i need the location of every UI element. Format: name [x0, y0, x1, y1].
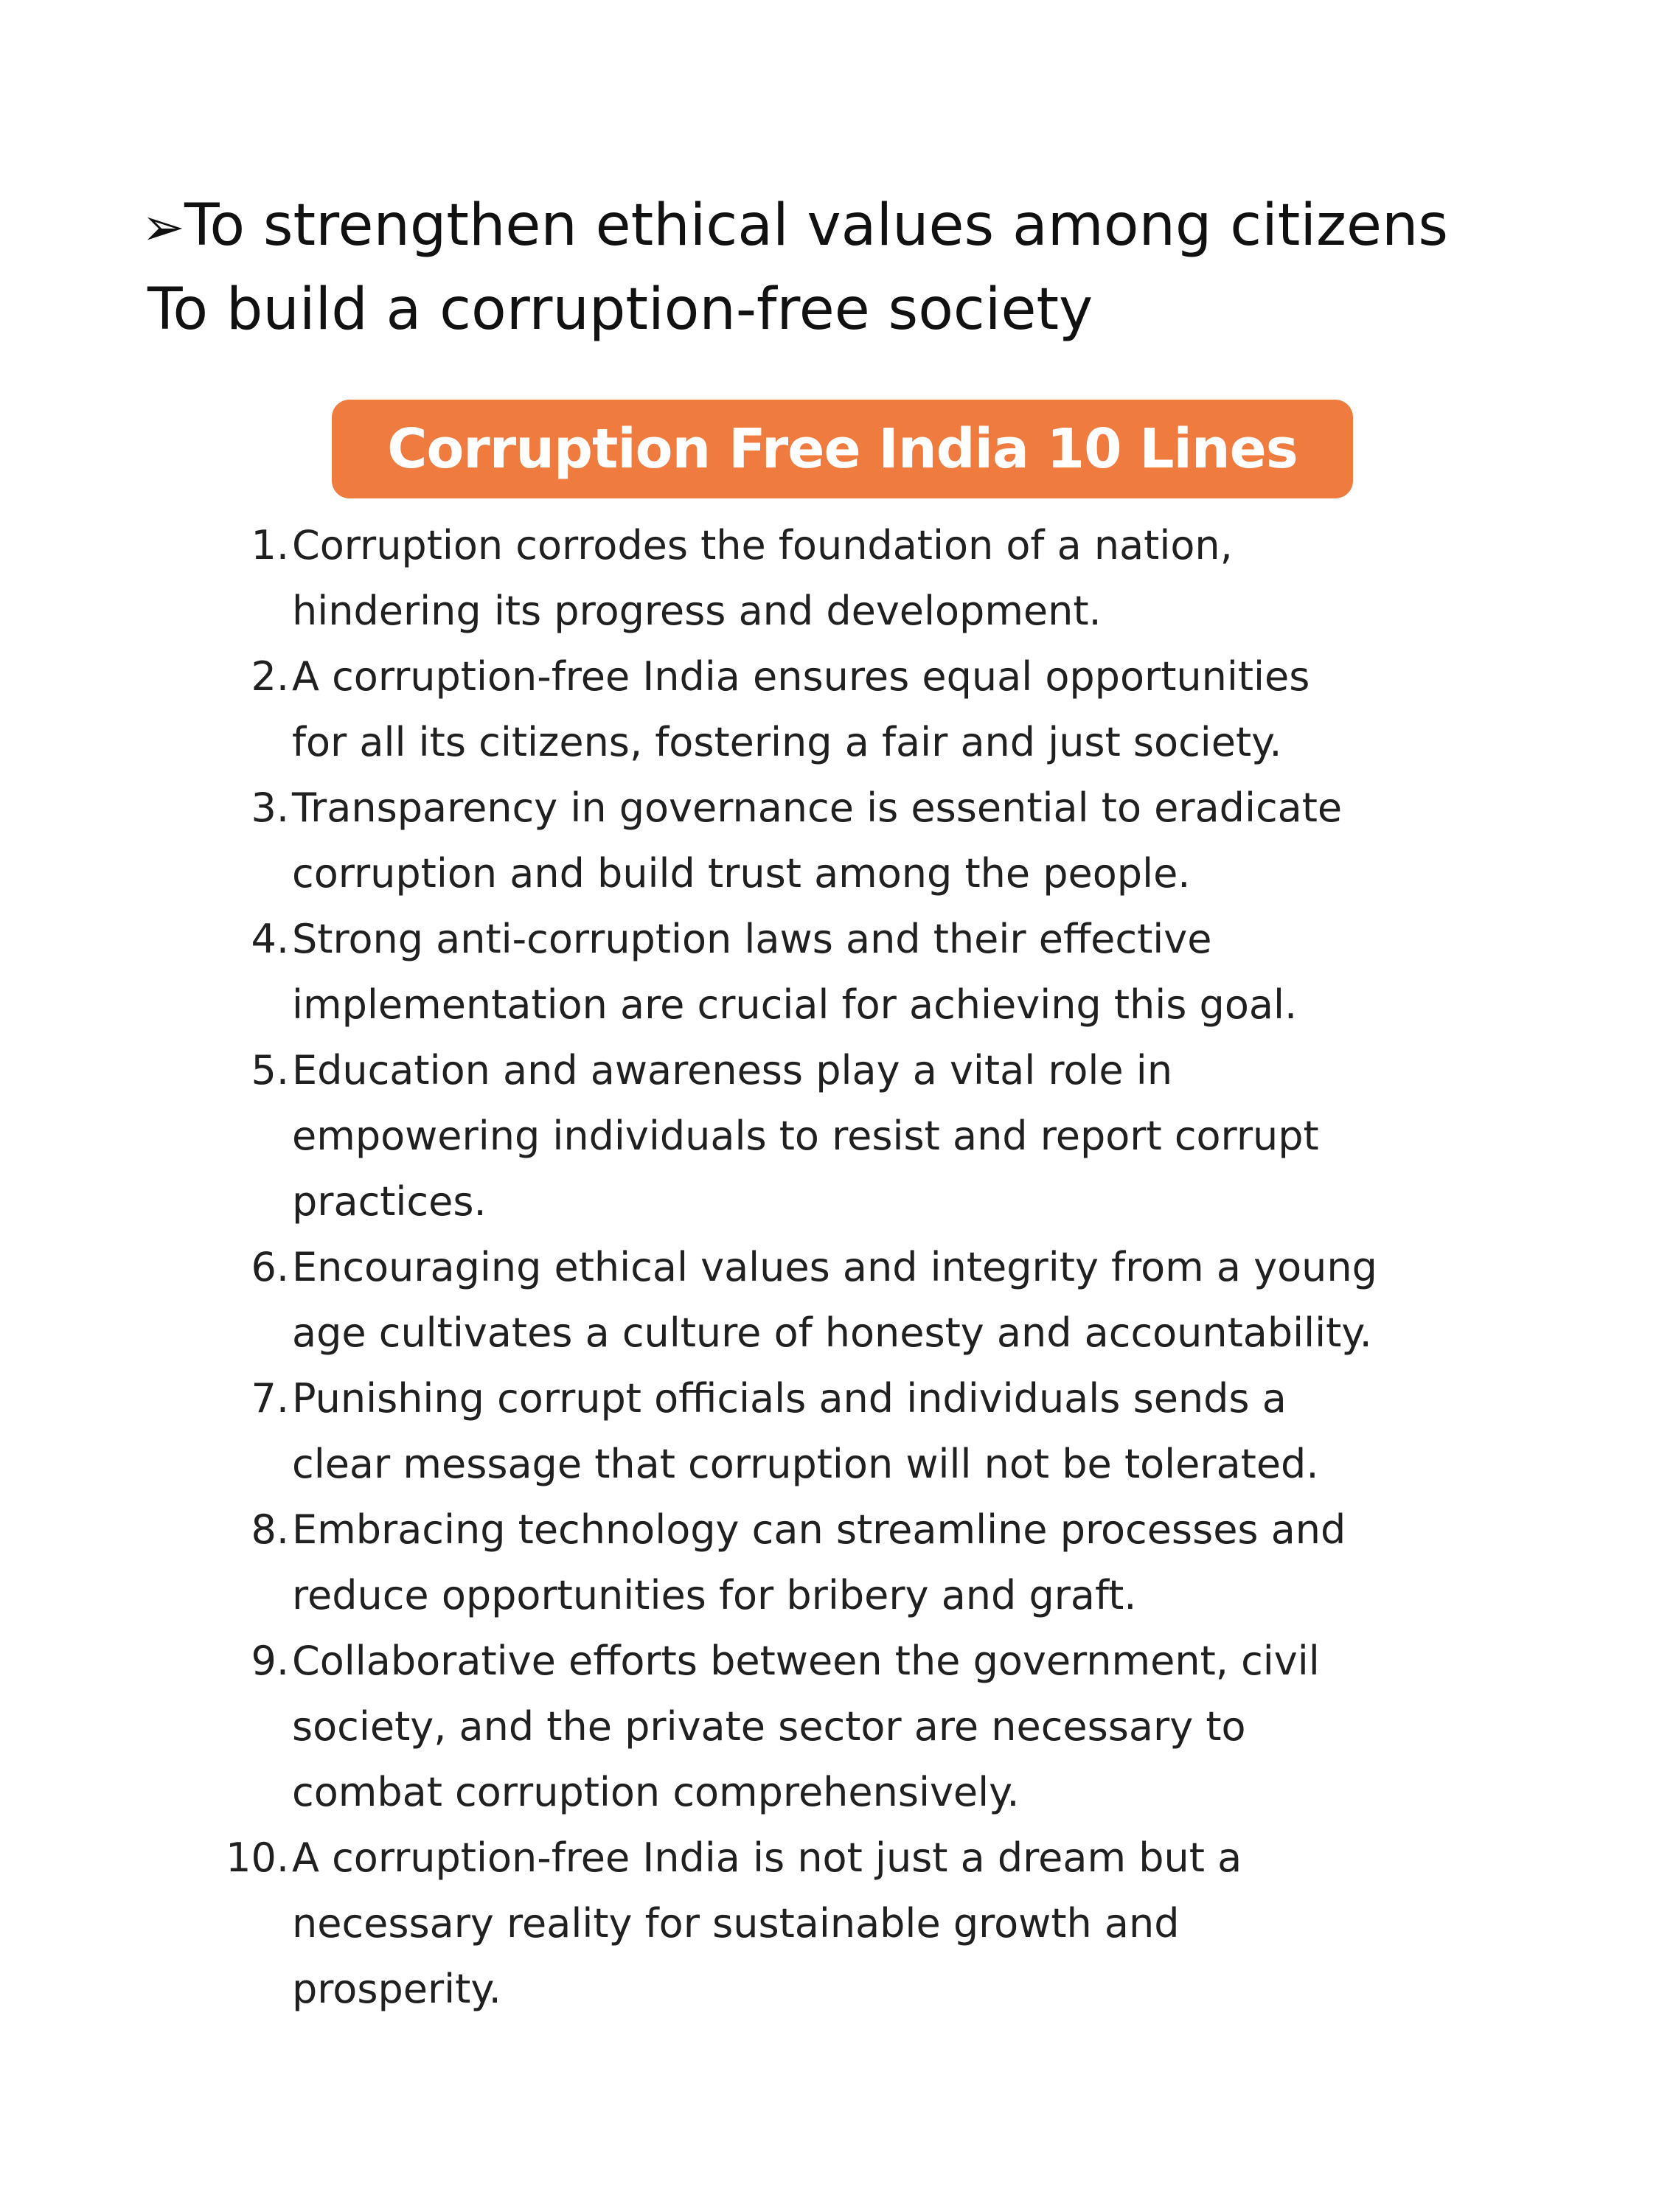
list-item-line: Strong anti-corruption laws and their effective: [292, 916, 1212, 962]
list-item-text: [292, 1366, 1659, 1497]
list-item-line: necessary reality for sustainable growth and: [292, 1900, 1180, 1947]
list-item-line: society, and the private sector are necessary to: [292, 1703, 1246, 1750]
list-item-line: prosperity.: [292, 1966, 501, 2012]
list-item-number: 9.: [251, 1638, 289, 1684]
list-item-number: 8.: [251, 1506, 289, 1553]
ten-lines-list: [0, 512, 1659, 2022]
list-item: [0, 512, 1659, 644]
list-item: [0, 644, 1659, 775]
list-item-text: [292, 1497, 1659, 1628]
list-item-line: Encouraging ethical values and integrity from a young: [292, 1244, 1377, 1290]
title-banner: [332, 400, 1353, 498]
list-item-number: 2.: [251, 653, 289, 700]
list-item-line: reduce opportunities for bribery and graft.: [292, 1572, 1137, 1618]
list-item-number: 5.: [251, 1047, 289, 1093]
list-item-text: [292, 1825, 1659, 2022]
objective-text: To build a corruption-free society: [147, 276, 1093, 343]
objective-item: [142, 268, 1448, 351]
list-item-text: [292, 512, 1659, 644]
list-item-line: corruption and build trust among the people.: [292, 850, 1191, 897]
list-item-text: [292, 644, 1659, 775]
objective-item: [142, 184, 1448, 268]
list-item-number: 4.: [251, 916, 289, 962]
list-item-number: 10.: [226, 1834, 289, 1881]
list-item-number: 7.: [251, 1375, 289, 1422]
list-item: [0, 1825, 1659, 2022]
list-item-text: [292, 1234, 1659, 1366]
list-item: [0, 906, 1659, 1037]
list-item-line: implementation are crucial for achieving this goal.: [292, 981, 1298, 1028]
list-item-number: 1.: [251, 522, 289, 568]
list-item: [0, 1234, 1659, 1366]
list-item-number: 6.: [251, 1244, 289, 1290]
list-item-line: Punishing corrupt officials and individuals sends a: [292, 1375, 1287, 1422]
objective-text: To strengthen ethical values among citizens: [184, 192, 1449, 259]
list-item-line: clear message that corruption will not be tolerated.: [292, 1441, 1319, 1487]
list-item-line: hindering its progress and development.: [292, 588, 1102, 634]
list-item-line: Transparency in governance is essential to eradicate: [292, 785, 1343, 831]
list-item-line: combat corruption comprehensively.: [292, 1769, 1020, 1815]
list-item-text: [292, 775, 1659, 906]
list-item-line: Corruption corrodes the foundation of a nation,: [292, 522, 1233, 568]
list-item-line: Collaborative efforts between the government, civil: [292, 1638, 1320, 1684]
list-item: [0, 1497, 1659, 1628]
list-item: [0, 1037, 1659, 1234]
banner-title: Corruption Free India 10 Lines: [387, 417, 1298, 481]
list-item-line: practices.: [292, 1178, 487, 1225]
arrow-bullet-icon: ➢: [142, 197, 185, 257]
list-item-line: age cultivates a culture of honesty and accountability.: [292, 1310, 1372, 1356]
list-item-line: empowering individuals to resist and report corrupt: [292, 1113, 1319, 1159]
list-item-text: [292, 1628, 1659, 1825]
objectives-list: [142, 184, 1448, 351]
list-item-line: A corruption-free India is not just a dream but a: [292, 1834, 1242, 1881]
list-item-line: Education and awareness play a vital role in: [292, 1047, 1173, 1093]
list-item: [0, 1366, 1659, 1497]
list-item: [0, 1628, 1659, 1825]
list-item: [0, 775, 1659, 906]
list-item-text: [292, 906, 1659, 1037]
list-item-line: Embracing technology can streamline processes and: [292, 1506, 1346, 1553]
list-item-line: A corruption-free India ensures equal opportunities: [292, 653, 1310, 700]
list-item-number: 3.: [251, 785, 289, 831]
list-item-text: [292, 1037, 1659, 1234]
list-item-line: for all its citizens, fostering a fair and just society.: [292, 719, 1282, 765]
